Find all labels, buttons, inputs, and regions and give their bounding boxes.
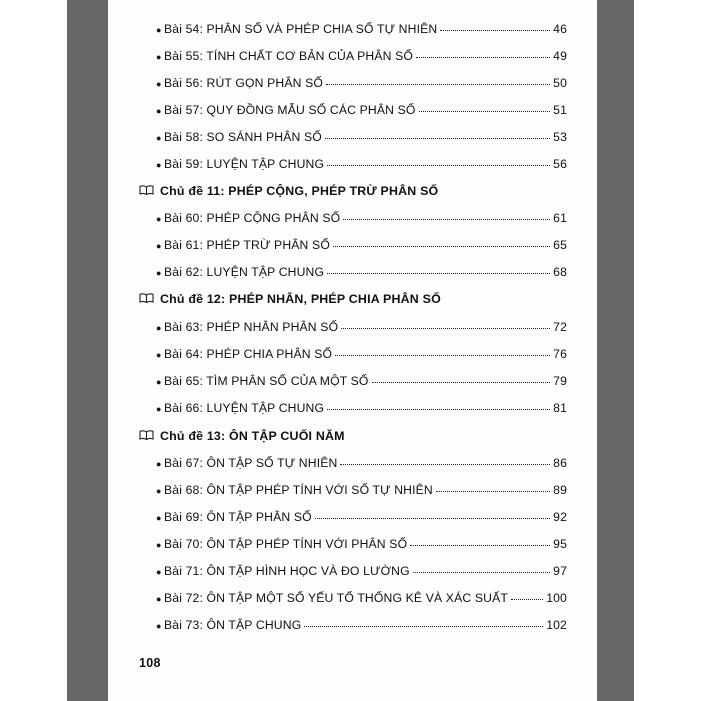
toc-entry-bai-63[interactable] (156, 319, 567, 335)
dot-leader (326, 84, 550, 85)
dot-leader (341, 328, 550, 329)
page-ref: 51 (553, 103, 567, 117)
toc-entry-bai-60[interactable] (156, 210, 567, 226)
toc-entry-bai-69[interactable] (156, 509, 567, 525)
page-ref: 61 (553, 211, 567, 225)
open-book-icon (139, 293, 154, 303)
toc-entry-bai-58[interactable] (156, 129, 567, 145)
toc-entry-bai-66[interactable] (156, 400, 567, 416)
chapter-title: Chủ đề 13: ÔN TẬP CUỐI NĂM (160, 429, 345, 443)
chapter-heading-13[interactable] (139, 428, 539, 444)
page-ref: 95 (553, 537, 567, 551)
lesson-title: Bài 61: PHÉP TRỪ PHÂN SỐ (164, 238, 330, 252)
page-ref: 72 (553, 320, 567, 334)
dot-leader (333, 246, 550, 247)
toc-entry-bai-68[interactable] (156, 482, 567, 498)
dot-leader (327, 273, 550, 274)
bullet-icon: ● (156, 79, 162, 89)
page-ref: 86 (553, 456, 567, 470)
dot-leader (410, 545, 550, 546)
page-ref: 68 (553, 265, 567, 279)
toc-entry-bai-54[interactable] (156, 21, 567, 37)
lesson-title: Bài 58: SO SÁNH PHÂN SỐ (164, 130, 322, 144)
lesson-title: Bài 64: PHÉP CHIA PHÂN SỐ (164, 347, 333, 361)
page-ref: 81 (553, 401, 567, 415)
bullet-icon: ● (156, 214, 162, 224)
toc-entry-bai-64[interactable] (156, 346, 567, 362)
bullet-icon: ● (156, 106, 162, 116)
bullet-icon: ● (156, 268, 162, 278)
dot-leader (327, 409, 550, 410)
toc-entry-bai-72[interactable] (156, 590, 567, 606)
bullet-icon: ● (156, 350, 162, 360)
page-ref: 46 (553, 22, 567, 36)
bullet-icon: ● (156, 52, 162, 62)
page-ref: 92 (553, 510, 567, 524)
chapter-title: Chủ đề 11: PHÉP CỘNG, PHÉP TRỪ PHÂN SỐ (160, 184, 439, 198)
dot-leader (511, 599, 543, 600)
dot-leader (325, 138, 550, 139)
bullet-icon: ● (156, 486, 162, 496)
page-ref: 65 (553, 238, 567, 252)
bullet-icon: ● (156, 377, 162, 387)
lesson-title: Bài 62: LUYỆN TẬP CHUNG (164, 265, 325, 279)
dot-leader (315, 518, 550, 519)
toc-entry-bai-70[interactable] (156, 536, 567, 552)
bullet-icon: ● (156, 160, 162, 170)
toc-entry-bai-57[interactable] (156, 102, 567, 118)
lesson-title: Bài 57: QUY ĐỒNG MẪU SỐ CÁC PHÂN SỐ (164, 103, 416, 117)
chapter-title: Chủ đề 12: PHÉP NHÂN, PHÉP CHIA PHÂN SỐ (160, 292, 441, 306)
toc-entry-bai-56[interactable] (156, 75, 567, 91)
toc-entry-bai-67[interactable] (156, 455, 567, 471)
page-ref: 50 (553, 76, 567, 90)
lesson-title: Bài 59: LUYỆN TẬP CHUNG (164, 157, 325, 171)
bullet-icon: ● (156, 513, 162, 523)
toc-entry-bai-73[interactable] (156, 617, 567, 633)
dot-leader (413, 572, 550, 573)
toc-entry-bai-61[interactable] (156, 237, 567, 253)
chapter-heading-11[interactable] (139, 183, 539, 199)
page-ref: 53 (553, 130, 567, 144)
page-ref: 97 (553, 564, 567, 578)
dot-leader (416, 57, 550, 58)
bullet-icon: ● (156, 404, 162, 414)
dot-leader (327, 165, 550, 166)
bullet-icon: ● (156, 540, 162, 550)
scan-border-right (597, 0, 634, 701)
lesson-title: Bài 60: PHÉP CỘNG PHÂN SỐ (164, 211, 341, 225)
page-number: 108 (139, 656, 161, 670)
bullet-icon: ● (156, 241, 162, 251)
scan-border-left (67, 0, 108, 701)
lesson-title: Bài 73: ÔN TẬP CHUNG (164, 618, 302, 632)
lesson-title: Bài 54: PHÂN SỐ VÀ PHÉP CHIA SỐ TỰ NHIÊN (164, 22, 438, 36)
page-ref: 56 (553, 157, 567, 171)
page-ref: 79 (553, 374, 567, 388)
lesson-title: Bài 68: ÔN TẬP PHÉP TÍNH VỚI SỐ TỰ NHIÊN (164, 483, 433, 497)
toc-entry-bai-59[interactable] (156, 156, 567, 172)
lesson-title: Bài 71: ÔN TẬP HÌNH HỌC VÀ ĐO LƯỜNG (164, 564, 410, 578)
lesson-title: Bài 66: LUYỆN TẬP CHUNG (164, 401, 325, 415)
dot-leader (419, 111, 551, 112)
lesson-title: Bài 72: ÔN TẬP MỘT SỐ YẾU TỐ THỐNG KÊ VÀ XÁC SUẤT (164, 591, 508, 605)
toc-entry-bai-62[interactable] (156, 264, 567, 280)
bullet-icon: ● (156, 594, 162, 604)
bullet-icon: ● (156, 567, 162, 577)
toc-entry-bai-65[interactable] (156, 373, 567, 389)
toc-entry-bai-55[interactable] (156, 48, 567, 64)
page-ref: 102 (546, 618, 567, 632)
lesson-title: Bài 65: TÌM PHÂN SỐ CỦA MỘT SỐ (164, 374, 369, 388)
open-book-icon (139, 185, 154, 195)
dot-leader (440, 30, 550, 31)
dot-leader (343, 219, 550, 220)
bullet-icon: ● (156, 621, 162, 631)
toc-entry-bai-71[interactable] (156, 563, 567, 579)
open-book-icon (139, 430, 154, 440)
lesson-title: Bài 55: TÍNH CHẤT CƠ BẢN CỦA PHÂN SỐ (164, 49, 414, 63)
dot-leader (335, 355, 550, 356)
book-page (108, 0, 597, 701)
dot-leader (436, 491, 550, 492)
chapter-heading-12[interactable] (139, 291, 539, 307)
lesson-title: Bài 69: ÔN TẬP PHÂN SỐ (164, 510, 312, 524)
dot-leader (304, 626, 543, 627)
page-ref: 89 (553, 483, 567, 497)
bullet-icon: ● (156, 459, 162, 469)
bullet-icon: ● (156, 323, 162, 333)
dot-leader (372, 382, 551, 383)
bullet-icon: ● (156, 25, 162, 35)
dot-leader (340, 464, 550, 465)
lesson-title: Bài 67: ÔN TẬP SỐ TỰ NHIÊN (164, 456, 338, 470)
lesson-title: Bài 70: ÔN TẬP PHÉP TÍNH VỚI PHÂN SỐ (164, 537, 408, 551)
page-ref: 76 (553, 347, 567, 361)
page-ref: 100 (546, 591, 567, 605)
page-ref: 49 (553, 49, 567, 63)
table-of-contents (108, 0, 597, 701)
lesson-title: Bài 56: RÚT GỌN PHÂN SỐ (164, 76, 323, 90)
lesson-title: Bài 63: PHÉP NHÂN PHÂN SỐ (164, 320, 339, 334)
bullet-icon: ● (156, 133, 162, 143)
